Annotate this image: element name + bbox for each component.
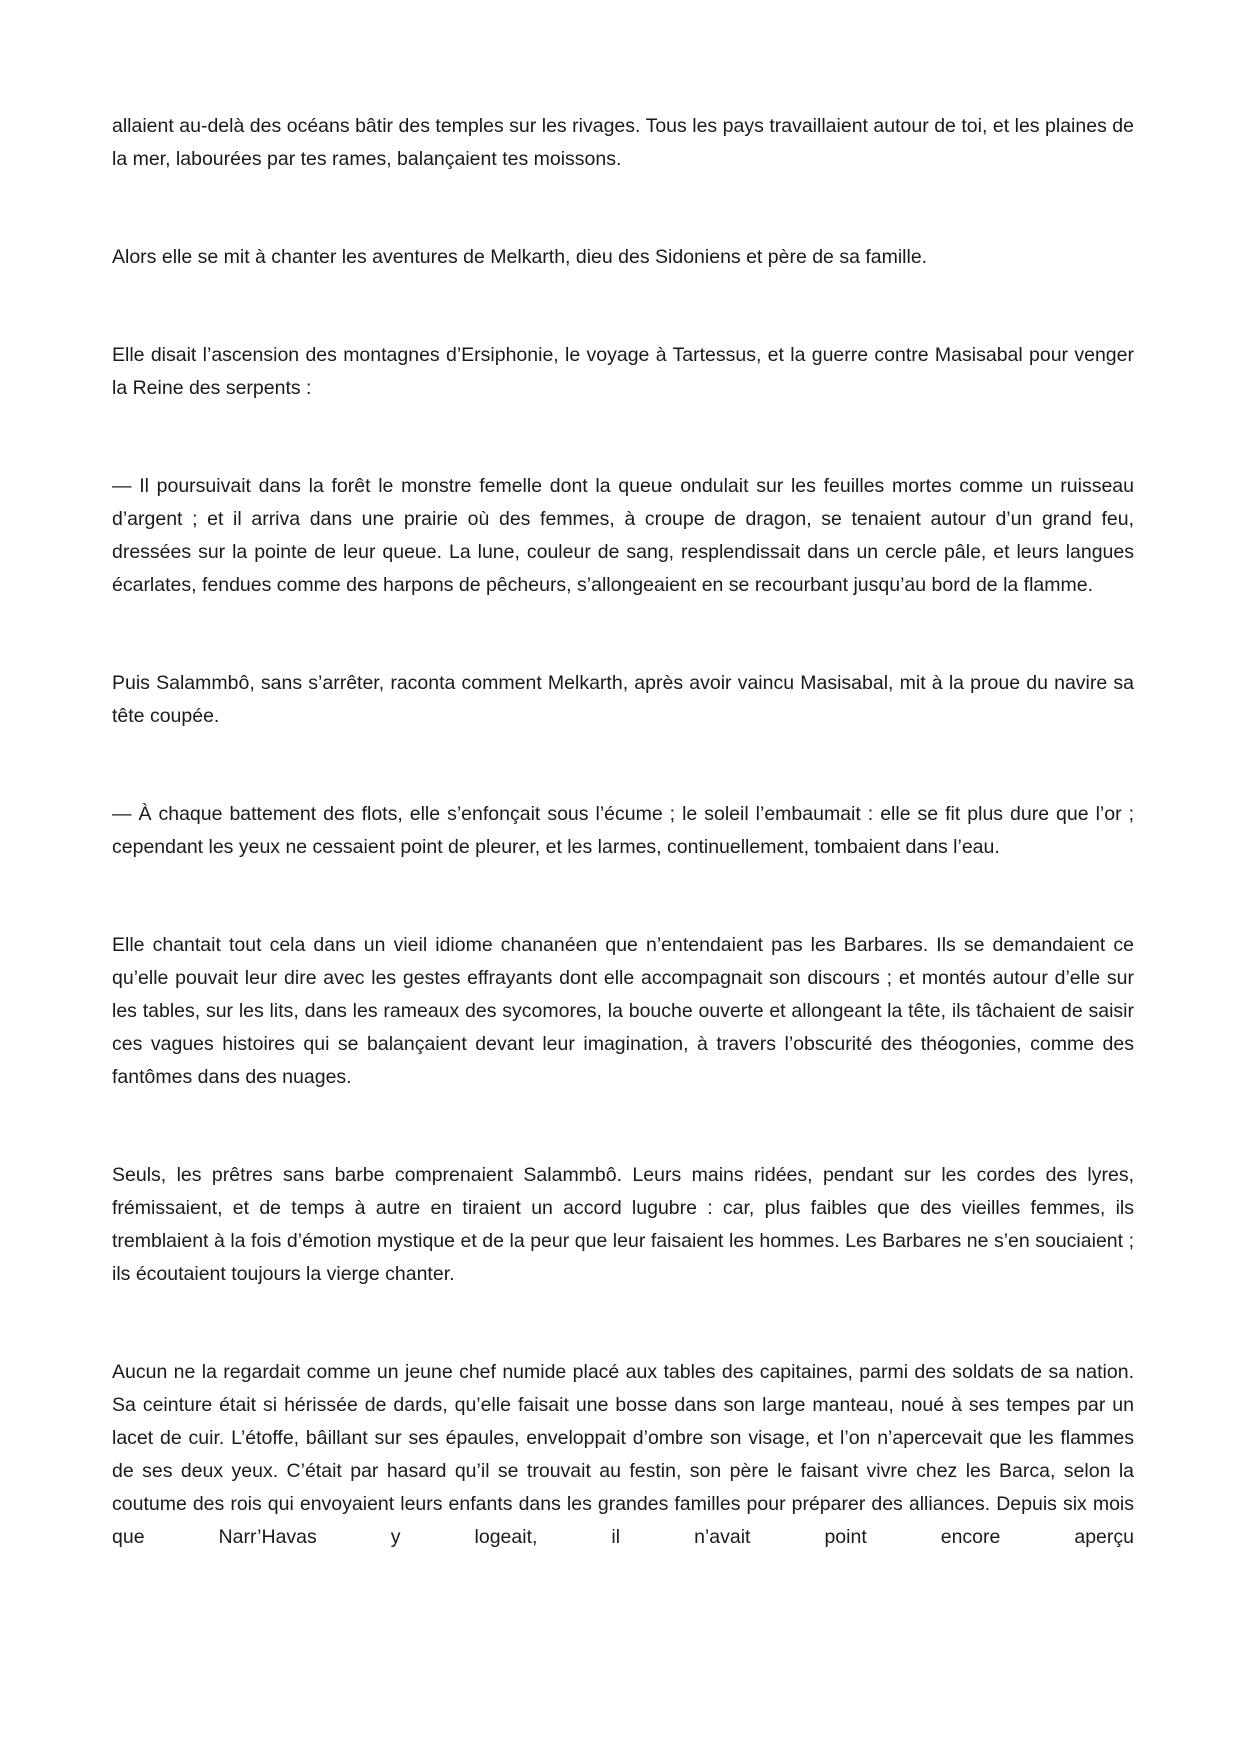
paragraph-3: Elle disait l’ascension des montagnes d’Ersiphonie, le voyage à Tartessus, et la guerre contre Masisabal pour venger la Reine des serpents :	[112, 344, 1134, 399]
paragraph-7: Elle chantait tout cela dans un vieil idiome chananéen que n’entendaient pas les Barbares. Ils se demandaient ce qu’elle pouvait leur dire avec les gestes effrayants dont elle accompagnait son discours ; et montés autour d’elle sur les tables, sur les lits, dans les rameaux des sycomores, la bouche ouverte et allongeant la tête, ils tâchaient de saisir ces vagues histoires qui se balançaient devant leur imagination, à travers l’obscurité des théogonies, comme des fantômes dans des nuages.	[112, 934, 1134, 1088]
paragraph-1: allaient au-delà des océans bâtir des temples sur les rivages. Tous les pays travaillaient autour de toi, et les plaines de la mer, labourées par tes rames, balançaient tes moissons.	[112, 115, 1134, 170]
paragraph-9: Aucun ne la regardait comme un jeune chef numide placé aux tables des capitaines, parmi des soldats de sa nation. Sa ceinture était si hérissée de dards, qu’elle faisait une bosse dans son large manteau, noué à ses tempes par un lacet de cuir. L’étoffe, bâillant sur ses épaules, enveloppait d’ombre son visage, et l’on n’apercevait que les flammes de ses deux yeux. C’était par hasard qu’il se trouvait au festin, son père le faisant vivre chez les Barca, selon la coutume des rois qui envoyaient leurs enfants dans les grandes familles pour préparer des alliances. Depuis six mois que Narr’Havas y logeait, il n’avait point encore aperçu	[112, 1361, 1134, 1548]
text-column	[112, 110, 1134, 1554]
paragraph-2: Alors elle se mit à chanter les aventures de Melkarth, dieu des Sidoniens et père de sa famille.	[112, 246, 928, 268]
paragraph-4: — Il poursuivait dans la forêt le monstre femelle dont la queue ondulait sur les feuilles mortes comme un ruisseau d’argent ; et il arriva dans une prairie où des femmes, à croupe de dragon, se tenaient autour d’un grand feu, dressées sur la pointe de leur queue. La lune, couleur de sang, resplendissait dans un cercle pâle, et leurs langues écarlates, fendues comme des harpons de pêcheurs, s’allongeaient en se recourbant jusqu’au bord de la flamme.	[112, 475, 1134, 596]
paragraph-8: Seuls, les prêtres sans barbe comprenaient Salammbô. Leurs mains ridées, pendant sur les cordes des lyres, frémissaient, et de temps à autre en tiraient un accord lugubre : car, plus faibles que des vieilles femmes, ils tremblaient à la fois d’émotion mystique et de la peur que leur faisaient les hommes. Les Barbares ne s’en souciaient ; ils écoutaient toujours la vierge chanter.	[112, 1164, 1134, 1285]
paragraph-5: Puis Salammbô, sans s’arrêter, raconta comment Melkarth, après avoir vaincu Masisabal, mit à la proue du navire sa tête coupée.	[112, 672, 1134, 727]
paragraph-6: — À chaque battement des flots, elle s’enfonçait sous l’écume ; le soleil l’embaumait : elle se fit plus dure que l’or ; cependant les yeux ne cessaient point de pleurer, et les larmes, continuellement, tombaient dans l’eau.	[112, 803, 1134, 858]
